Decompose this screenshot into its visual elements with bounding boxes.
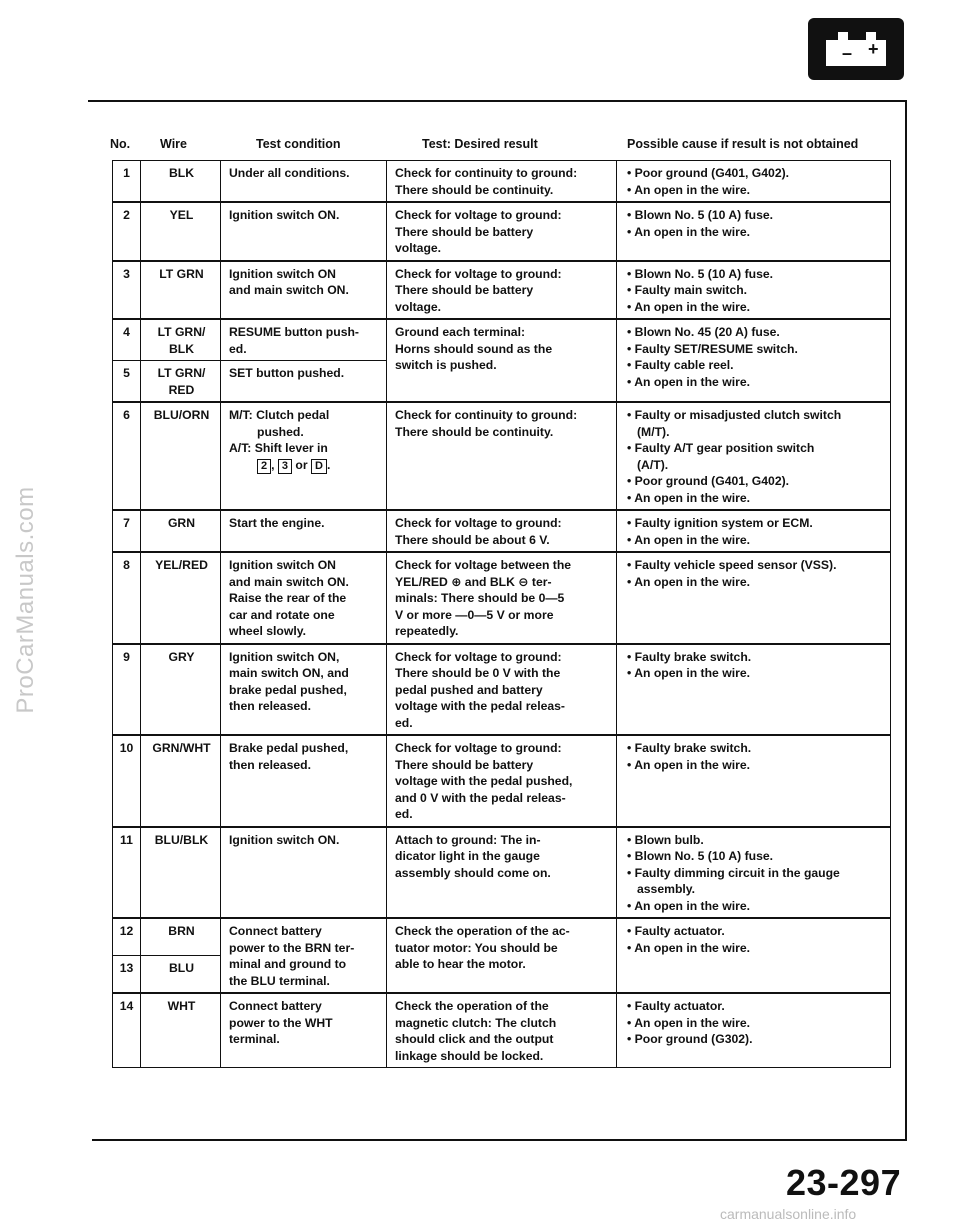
possible-cause: • Faulty actuator. • An open in the wire. • Poor ground (G302). xyxy=(617,993,891,1068)
top-rule xyxy=(88,100,906,102)
desired-result: Ground each terminal: Horns should sound as the switch is pushed. xyxy=(387,319,617,402)
wire-color: YEL/RED xyxy=(141,552,221,644)
wire-color: GRN/WHT xyxy=(141,735,221,827)
header-test-condition: Test condition xyxy=(256,137,341,151)
key-3: 3 xyxy=(278,459,292,474)
desired-result: Check for voltage between the YEL/RED ⊕ and BLK ⊖ ter- minals: There should be 0—5 V or more —0—5 V or more repeatedly. xyxy=(387,552,617,644)
desired-result: Check for voltage to ground: There should be battery voltage with the pedal pushed, and 0 V with the pedal releas- ed. xyxy=(387,735,617,827)
table-row xyxy=(113,735,891,827)
wire-color: BLU/ORN xyxy=(141,402,221,510)
row-number: 6 xyxy=(113,402,141,510)
test-condition: M/T: Clutch pedal pushed. A/T: Shift lever in 2 , 3 or D . xyxy=(221,402,387,510)
row-number: 12 xyxy=(113,918,141,956)
table-row xyxy=(113,261,891,320)
table-row xyxy=(113,202,891,261)
page-number: 23-297 xyxy=(786,1162,902,1203)
table-row xyxy=(113,644,891,736)
possible-cause: • Poor ground (G401, G402). • An open in the wire. xyxy=(617,161,891,203)
wire-color: BLU/BLK xyxy=(141,827,221,919)
desired-result: Check for continuity to ground: There should be continuity. xyxy=(387,402,617,510)
wire-color: LT GRN/ RED xyxy=(141,361,221,403)
test-condition: Start the engine. xyxy=(221,510,387,552)
row-number: 7 xyxy=(113,510,141,552)
wire-color: LT GRN/ BLK xyxy=(141,319,221,361)
wire-color: GRY xyxy=(141,644,221,736)
test-condition: Ignition switch ON. xyxy=(221,827,387,919)
table-row xyxy=(113,918,891,956)
possible-cause: • Faulty vehicle speed sensor (VSS). • An open in the wire. xyxy=(617,552,891,644)
bottom-rule xyxy=(92,1139,907,1141)
desired-result: Attach to ground: The in- dicator light in the gauge assembly should come on. xyxy=(387,827,617,919)
test-condition: Ignition switch ON and main switch ON. Raise the rear of the car and rotate one wheel slowly. xyxy=(221,552,387,644)
desired-result: Check for voltage to ground: There should be battery voltage. xyxy=(387,202,617,261)
desired-result: Check for voltage to ground: There should be 0 V with the pedal pushed and battery voltage with the pedal releas- ed. xyxy=(387,644,617,736)
row-number: 10 xyxy=(113,735,141,827)
test-condition: Ignition switch ON and main switch ON. xyxy=(221,261,387,320)
table-row xyxy=(113,161,891,203)
table-row xyxy=(113,552,891,644)
row-number: 5 xyxy=(113,361,141,403)
table-row xyxy=(113,402,891,510)
possible-cause: • Blown No. 5 (10 A) fuse. • An open in the wire. xyxy=(617,202,891,261)
wire-color: GRN xyxy=(141,510,221,552)
row-number: 8 xyxy=(113,552,141,644)
wire-color: BLU xyxy=(141,956,221,994)
row-number: 4 xyxy=(113,319,141,361)
header-possible-cause: Possible cause if result is not obtained xyxy=(627,137,859,151)
battery-icon: – + xyxy=(808,18,904,80)
table-row xyxy=(113,319,891,361)
row-number: 14 xyxy=(113,993,141,1068)
row-number: 1 xyxy=(113,161,141,203)
wire-color: WHT xyxy=(141,993,221,1068)
right-rule xyxy=(905,100,907,1140)
table-row xyxy=(113,827,891,919)
possible-cause: • Blown No. 45 (20 A) fuse. • Faulty SET/RESUME switch. • Faulty cable reel. • An open in the wire. xyxy=(617,319,891,402)
possible-cause: • Blown bulb. • Blown No. 5 (10 A) fuse. • Faulty dimming circuit in the gauge assembly. • An open in the wire. xyxy=(617,827,891,919)
key-2: 2 xyxy=(257,459,271,474)
possible-cause: • Faulty actuator. • An open in the wire. xyxy=(617,918,891,993)
wire-test-table xyxy=(112,160,891,1068)
key-d: D xyxy=(311,459,327,474)
test-condition: Ignition switch ON. xyxy=(221,202,387,261)
desired-result: Check for continuity to ground: There should be continuity. xyxy=(387,161,617,203)
wire-color: BLK xyxy=(141,161,221,203)
possible-cause: • Faulty brake switch. • An open in the wire. xyxy=(617,644,891,736)
desired-result: Check the operation of the ac- tuator motor: You should be able to hear the motor. xyxy=(387,918,617,993)
side-watermark: ProCarManuals.com xyxy=(12,486,39,714)
wire-color: YEL xyxy=(141,202,221,261)
possible-cause: • Faulty brake switch. • An open in the wire. xyxy=(617,735,891,827)
table-row xyxy=(113,993,891,1068)
test-condition: SET button pushed. xyxy=(221,361,387,403)
row-number: 9 xyxy=(113,644,141,736)
row-number: 3 xyxy=(113,261,141,320)
test-condition: Under all conditions. xyxy=(221,161,387,203)
row-number: 11 xyxy=(113,827,141,919)
header-wire: Wire xyxy=(160,137,187,151)
desired-result: Check for voltage to ground: There should be about 6 V. xyxy=(387,510,617,552)
test-condition: Ignition switch ON, main switch ON, and brake pedal pushed, then released. xyxy=(221,644,387,736)
shift-positions: 2 , 3 or D . xyxy=(229,457,380,474)
footer-watermark: carmanualsonline.info xyxy=(720,1206,857,1222)
desired-result: Check the operation of the magnetic clutch: The clutch should click and the output linkage should be locked. xyxy=(387,993,617,1068)
test-condition: Connect battery power to the BRN ter- minal and ground to the BLU terminal. xyxy=(221,918,387,993)
possible-cause: • Faulty or misadjusted clutch switch (M/T). • Faulty A/T gear position switch (A/T). • Poor ground (G401, G402). • An open in the wire. xyxy=(617,402,891,510)
table-row xyxy=(113,510,891,552)
possible-cause: • Blown No. 5 (10 A) fuse. • Faulty main switch. • An open in the wire. xyxy=(617,261,891,320)
row-number: 13 xyxy=(113,956,141,994)
possible-cause: • Faulty ignition system or ECM. • An open in the wire. xyxy=(617,510,891,552)
test-condition: RESUME button push- ed. xyxy=(221,319,387,361)
header-no: No. xyxy=(110,137,131,151)
header-desired-result: Test: Desired result xyxy=(422,137,538,151)
test-condition: Brake pedal pushed, then released. xyxy=(221,735,387,827)
wire-color: LT GRN xyxy=(141,261,221,320)
desired-result: Check for voltage to ground: There should be battery voltage. xyxy=(387,261,617,320)
row-number: 2 xyxy=(113,202,141,261)
wire-color: BRN xyxy=(141,918,221,956)
test-condition: Connect battery power to the WHT terminal. xyxy=(221,993,387,1068)
